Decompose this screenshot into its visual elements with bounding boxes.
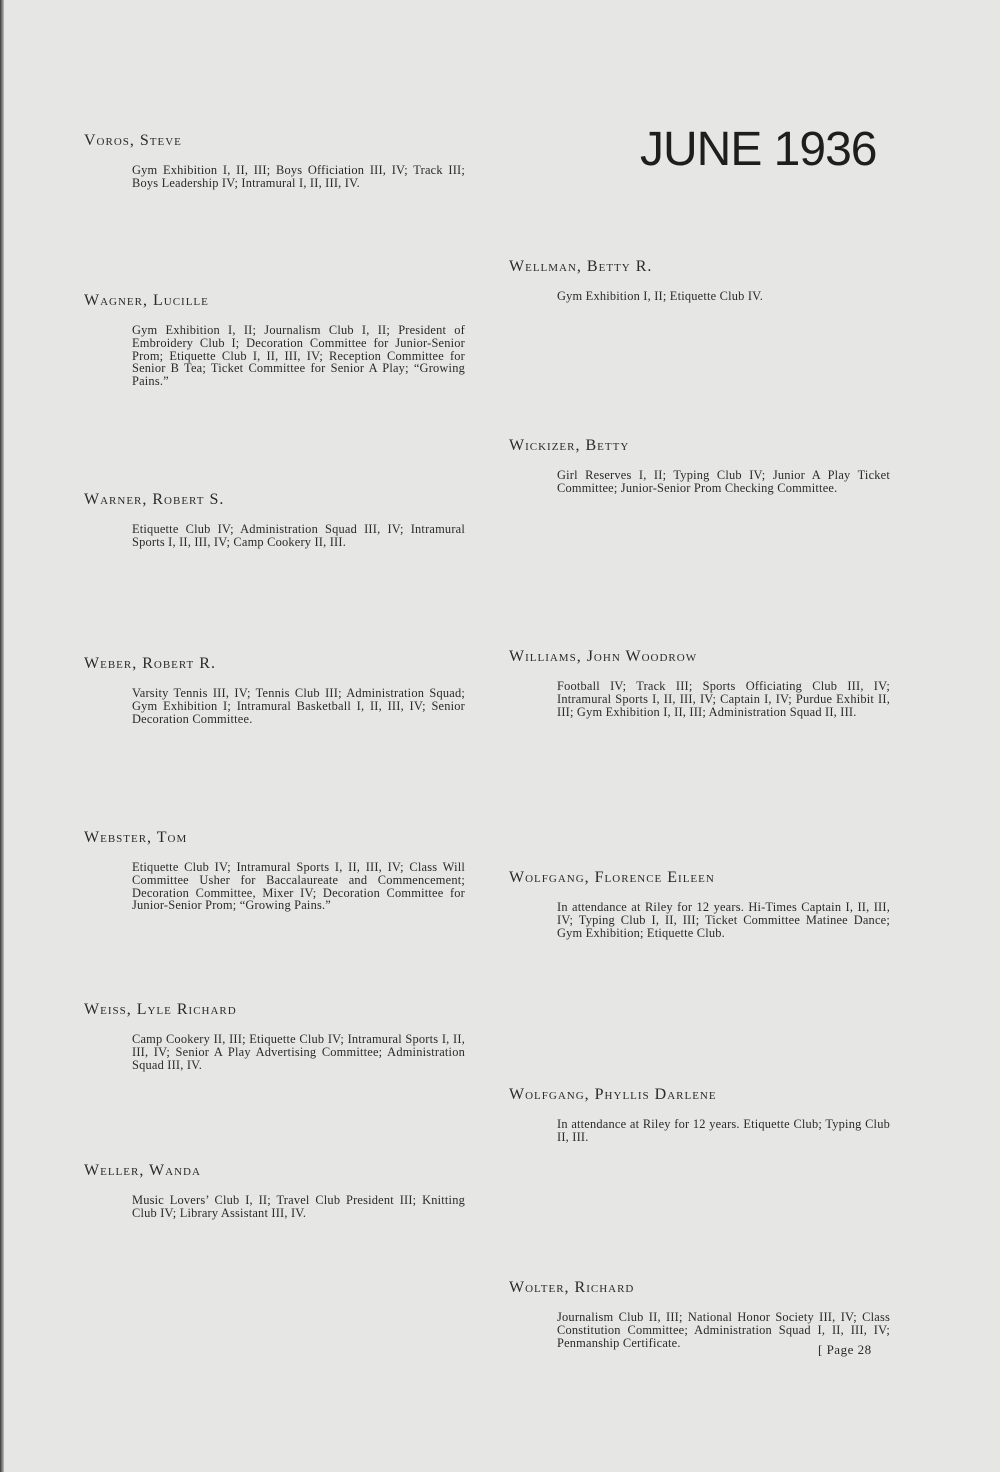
student-activities: Music Lovers’ Club I, II; Travel Club President III; Knitting Club IV; Library Assistant III, IV. xyxy=(132,1193,465,1220)
senior-entry-weber xyxy=(84,655,465,725)
senior-entry-wellman xyxy=(509,258,890,303)
student-name: Weller, Wanda xyxy=(84,1162,201,1179)
senior-entry-warner xyxy=(84,491,465,549)
student-activities: Camp Cookery II, III; Etiquette Club IV; Intramural Sports I, II, III, IV; Senior A Play Advertising Committee; Administration Squad III, IV. xyxy=(132,1032,465,1072)
student-name: Wolfgang, Florence Eileen xyxy=(509,869,715,886)
student-activities: Gym Exhibition I, II; Journalism Club I, II; President of Embroidery Club I; Decoration Committee for Junior-Senior Prom; Etiquette Club I, II, III, IV; Reception Committee for Senior B Tea; Ticket Committee for Senior A Play; “Growing Pains.” xyxy=(132,323,465,389)
senior-entry-wolfgang-phyllis xyxy=(509,1086,890,1144)
student-name: Wolfgang, Phyllis Darlene xyxy=(509,1086,717,1103)
senior-entry-weller xyxy=(84,1162,465,1220)
student-activities: Etiquette Club IV; Intramural Sports I, II, III, IV; Class Will Committee Usher for Baccalaureate and Commencement; Decoration Committee, Mixer IV; Decoration Committee for Junior-Senior Prom; “Growing Pains.” xyxy=(132,860,465,913)
student-name: Warner, Robert S. xyxy=(84,491,225,508)
senior-entry-voros xyxy=(84,132,465,190)
student-name: Webster, Tom xyxy=(84,829,188,846)
senior-entry-williams xyxy=(509,648,890,718)
student-activities: In attendance at Riley for 12 years. Etiquette Club; Typing Club II, III. xyxy=(557,1117,890,1144)
senior-entry-wagner xyxy=(84,292,465,388)
senior-entry-wolfgang-florence xyxy=(509,869,890,939)
binding-edge xyxy=(0,0,4,1472)
senior-entry-webster xyxy=(84,829,465,912)
student-activities: Journalism Club II, III; National Honor Society III, IV; Class Constitution Committee; Administration Squad I, II, III, IV; Penmanship Certificate. xyxy=(557,1310,890,1350)
student-name: Wolter, Richard xyxy=(509,1279,635,1296)
student-name: Weiss, Lyle Richard xyxy=(84,1001,237,1018)
senior-entry-wickizer xyxy=(509,437,890,495)
student-name: Voros, Steve xyxy=(84,132,182,149)
student-name: Wagner, Lucille xyxy=(84,292,209,309)
page-number: [ Page 28 xyxy=(818,1342,872,1357)
student-name: Wickizer, Betty xyxy=(509,437,630,454)
student-name: Weber, Robert R. xyxy=(84,655,216,672)
student-activities: Gym Exhibition I, II; Etiquette Club IV. xyxy=(557,289,764,303)
page-title: JUNE 1936 xyxy=(640,123,877,176)
senior-entry-wolter xyxy=(509,1279,890,1349)
student-activities: Etiquette Club IV; Administration Squad III, IV; Intramural Sports I, II, III, IV; Camp Cookery II, III. xyxy=(132,522,465,549)
student-activities: Girl Reserves I, II; Typing Club IV; Junior A Play Ticket Committee; Junior-Senior Prom Checking Committee. xyxy=(557,468,890,495)
student-name: Williams, John Woodrow xyxy=(509,648,698,665)
student-name: Wellman, Betty R. xyxy=(509,258,653,275)
student-activities: In attendance at Riley for 12 years. Hi-Times Captain I, II, III, IV; Typing Club I, II, III; Ticket Committee Matinee Dance; Gym Exhibition; Etiquette Club. xyxy=(557,900,890,940)
student-activities: Football IV; Track III; Sports Officiating Club III, IV; Intramural Sports I, II, III, IV; Captain I, IV; Purdue Exhibit II, III; Gym Exhibition I, II, III; Administration Squad II, III. xyxy=(557,679,890,719)
student-activities: Gym Exhibition I, II, III; Boys Officiation III, IV; Track III; Boys Leadership IV; Intramural I, II, III, IV. xyxy=(132,163,465,190)
student-activities: Varsity Tennis III, IV; Tennis Club III; Administration Squad; Gym Exhibition I; Intramural Basketball I, II, III, IV; Senior Decoration Committee. xyxy=(132,686,465,726)
senior-entry-weiss xyxy=(84,1001,465,1071)
